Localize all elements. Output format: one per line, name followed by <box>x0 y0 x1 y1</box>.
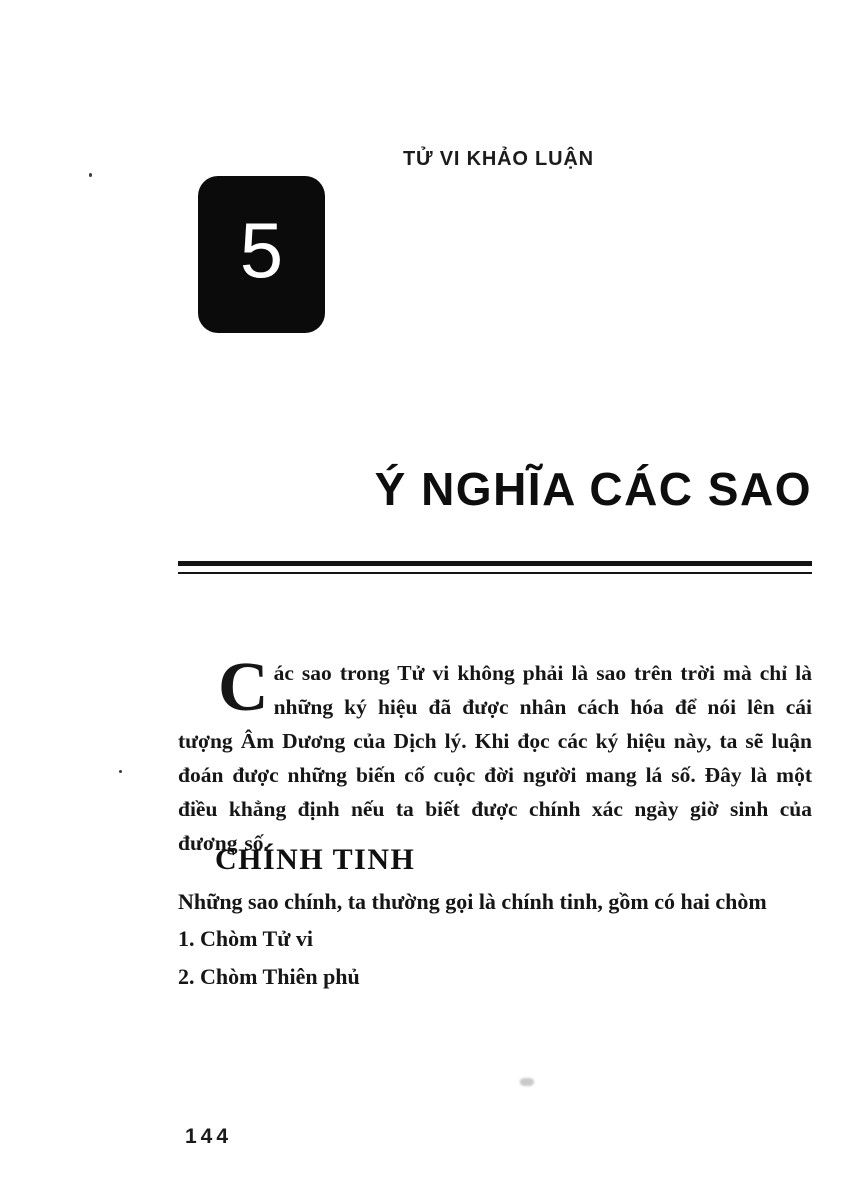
dropcap-letter: C <box>218 649 269 726</box>
section-intro-line: Những sao chính, ta thường gọi là chính tinh, gồm có hai chòm <box>178 889 767 914</box>
intro-paragraph <box>178 649 812 860</box>
chapter-number-box <box>198 176 325 333</box>
page-number: 144 <box>185 1125 233 1148</box>
list-item: 2. Chòm Thiên phủ <box>178 964 360 989</box>
title-divider-rule <box>178 561 812 574</box>
chapter-title: Ý NGHĨA CÁC SAO <box>374 463 812 515</box>
running-header: TỬ VI KHẢO LUẬN <box>403 148 594 170</box>
section-heading: CHÍNH TINH <box>215 843 416 876</box>
paragraph-text: ác sao trong Tử vi không phải là sao trên trời mà chỉ là những ký hiệu đã được nhân cách hóa để nói lên cái tượng Âm Dương của Dịch lý. Khi đọc các ký hiệu này, ta sẽ luận đoán được những biến cố cuộc đời người mang lá số. Đây là một điều khẳng định nếu ta biết được chính xác ngày giờ sinh của đương số. <box>178 661 812 855</box>
scan-artifact-dot <box>119 770 122 773</box>
scan-artifact-dot <box>89 173 92 177</box>
scan-artifact-smudge <box>520 1078 534 1086</box>
list-item: 1. Chòm Tử vi <box>178 926 314 951</box>
chapter-number: 5 <box>239 205 284 294</box>
